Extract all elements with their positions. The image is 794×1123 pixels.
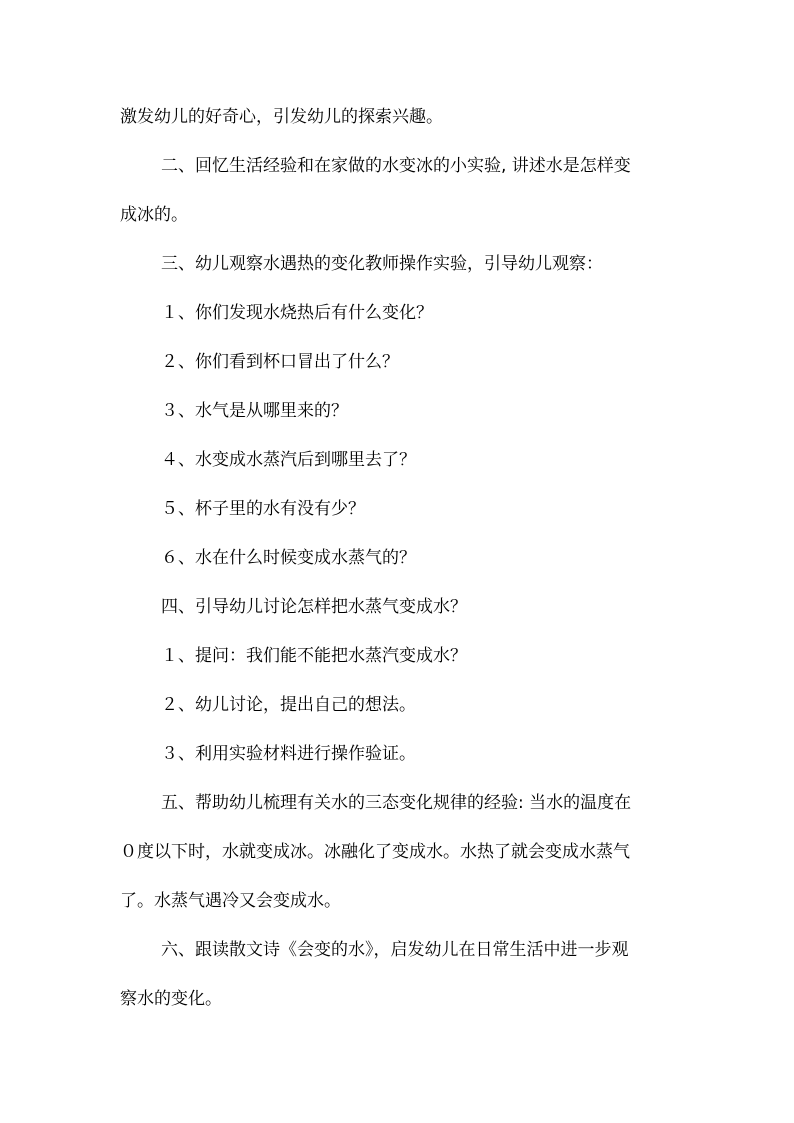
text-line-17: 了。水蒸气遇冷又会变成水。	[120, 891, 341, 911]
text-line-4: 三、幼儿观察水遇热的变化教师操作实验，引导幼儿观察：	[161, 254, 603, 274]
text-line-12: １、提问：我们能不能把水蒸汽变成水？	[161, 646, 467, 666]
text-line-16: ０度以下时，水就变成冰。冰融化了变成水。水热了就会变成水蒸气	[120, 842, 630, 862]
text-line-14: ３、利用实验材料进行操作验证。	[161, 744, 416, 764]
text-line-19: 察水的变化。	[120, 989, 222, 1009]
text-line-7: ３、水气是从哪里来的？	[161, 401, 348, 421]
text-line-15: 五、帮助幼儿梳理有关水的三态变化规律的经验: 当水的温度在	[161, 793, 632, 813]
text-line-9: ５、杯子里的水有没有少？	[161, 499, 365, 519]
text-line-18: 六、跟读散文诗《会变的水》，启发幼儿在日常生活中进一步观	[161, 940, 629, 960]
text-line-1: 激发幼儿的好奇心，引发幼儿的探索兴趣。	[120, 107, 443, 127]
text-line-13: ２、幼儿讨论，提出自己的想法。	[161, 695, 416, 715]
text-line-2: 二、回忆生活经验和在家做的水变冰的小实验, 讲述水是怎样变	[161, 156, 631, 176]
text-line-6: ２、你们看到杯口冒出了什么？	[161, 352, 399, 372]
text-line-8: ４、水变成水蒸汽后到哪里去了？	[161, 450, 416, 470]
text-line-5: １、你们发现水烧热后有什么变化？	[161, 303, 433, 323]
text-line-10: ６、水在什么时候变成水蒸气的？	[161, 548, 416, 568]
text-line-3: 成冰的。	[120, 205, 188, 225]
text-line-11: 四、引导幼儿讨论怎样把水蒸气变成水？	[161, 597, 467, 617]
